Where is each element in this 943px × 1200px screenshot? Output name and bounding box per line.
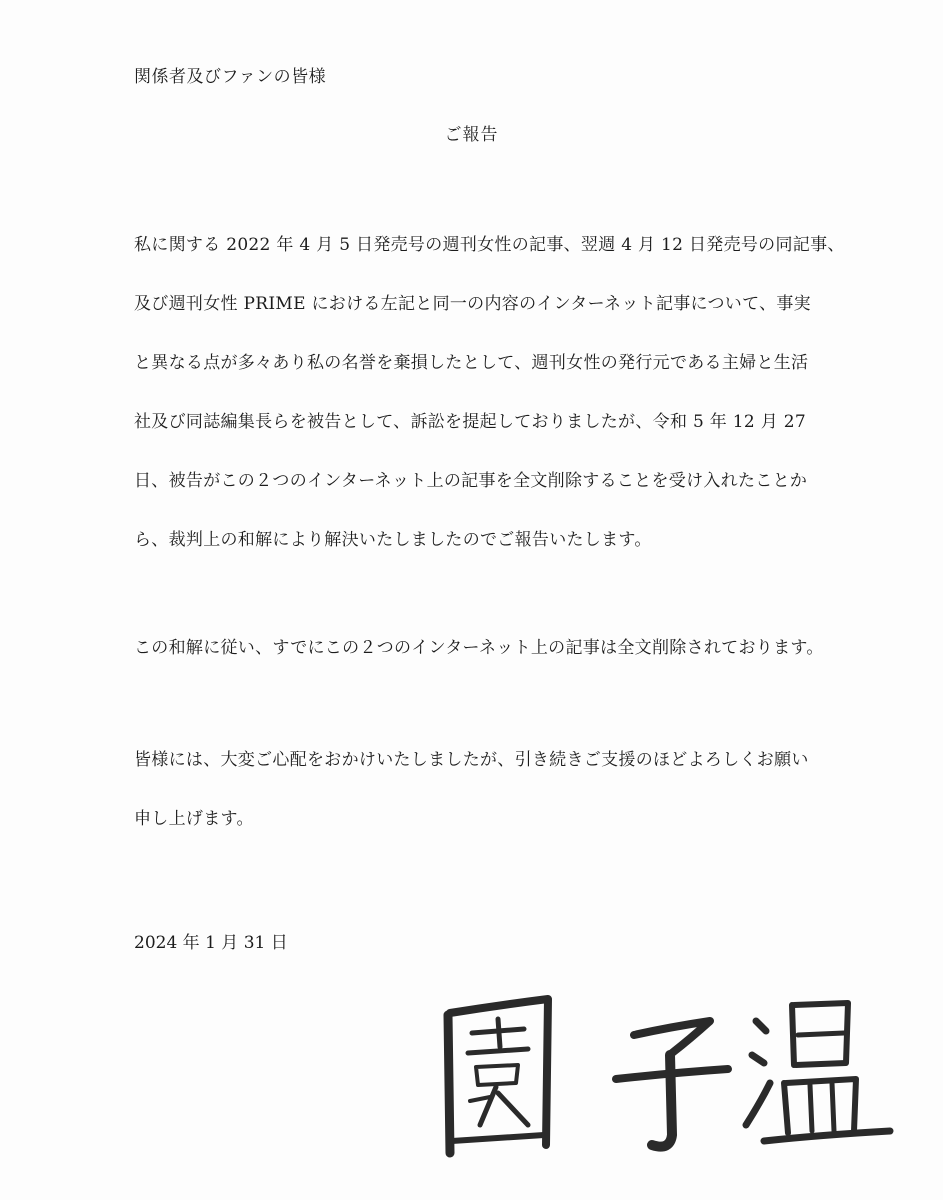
paragraph-line: 社及び同誌編集長らを被告として、訴訟を提起しておりましたが、令和 5 年 12 月 27 — [134, 412, 806, 432]
paragraph-line: と異なる点が多々あり私の名誉を棄損したとして、週刊女性の発行元である主婦と生活 — [134, 353, 809, 373]
paragraph-closing — [134, 748, 834, 866]
paragraph-line: 日、被告がこの２つのインターネット上の記事を全文削除することを受け入れたことか — [134, 471, 808, 491]
paragraph-deletion — [134, 636, 834, 660]
handwritten-signature — [420, 975, 900, 1165]
paragraph-line: 申し上げます。 — [134, 809, 254, 829]
salutation: 関係者及びファンの皆様 — [134, 67, 327, 87]
paragraph-line: 及び週刊女性 PRIME における左記と同一の内容のインターネット記事について、事実 — [134, 294, 811, 314]
document-title: ご報告 — [444, 125, 499, 145]
paragraph-line: 私に関する 2022 年 4 月 5 日発売号の週刊女性の記事、翌週 4 月 12 日発売号の同記事、 — [134, 235, 845, 255]
paragraph-line: この和解に従い、すでにこの２つのインターネット上の記事は全文削除されております。 — [134, 638, 824, 658]
paragraph-report — [134, 233, 845, 587]
paragraph-line: 皆様には、大変ご心配をおかけいたしましたが、引き続きご支援のほどよろしくお願い — [134, 750, 809, 770]
document-date: 2024 年 1 月 31 日 — [134, 933, 288, 953]
paragraph-line: ら、裁判上の和解により解決いたしましたのでご報告いたします。 — [134, 530, 652, 550]
